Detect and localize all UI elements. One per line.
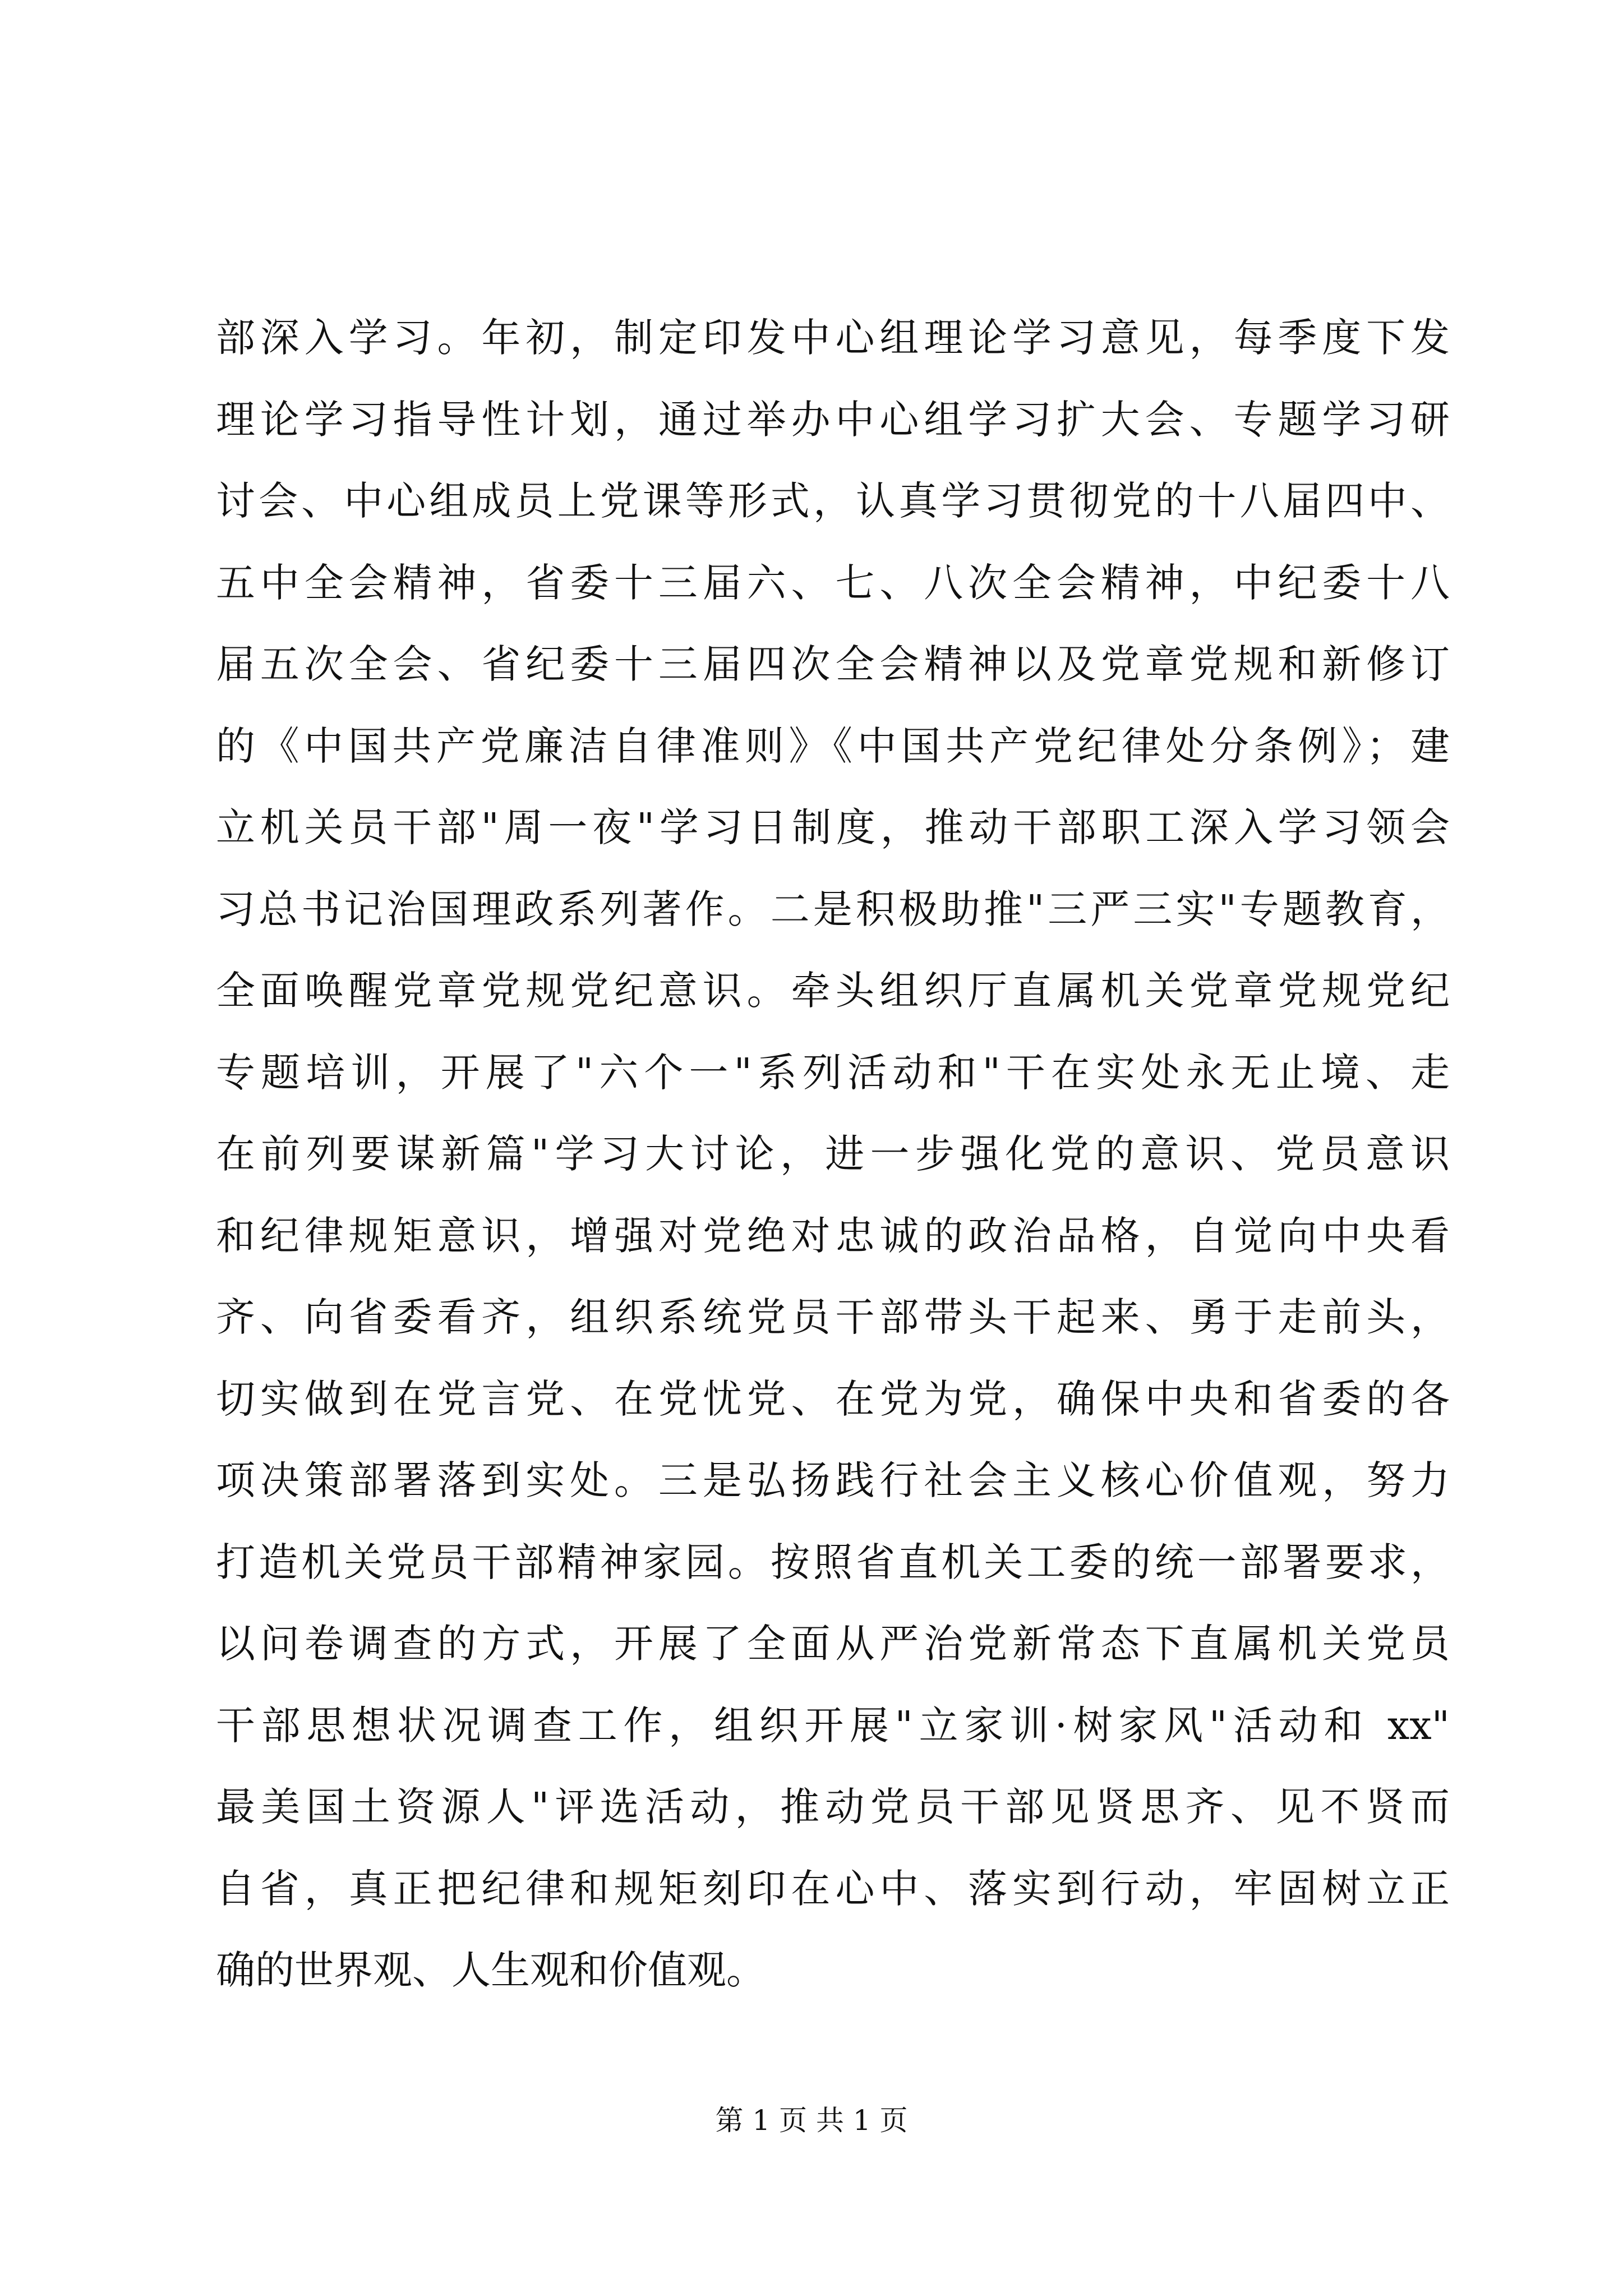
paragraph-line: 理论学习指导性计划，通过举办中心组学习扩大会、专题学习研 <box>216 396 1450 443</box>
page-number-footer: 第 1 页 共 1 页 <box>715 2104 908 2137</box>
paragraph-line: 习总书记治国理政系列著作。二是积极助推"三严三实"专题教育， <box>216 886 1450 932</box>
paragraph-line: 讨会、中心组成员上党课等形式，认真学习贯彻党的十八届四中、 <box>216 478 1450 524</box>
paragraph-line: 全面唤醒党章党规党纪意识。牵头组织厅直属机关党章党规党纪 <box>216 968 1450 1014</box>
paragraph-line: 的《中国共产党廉洁自律准则》《中国共产党纪律处分条例》；建 <box>216 723 1450 769</box>
paragraph-line: 以问卷调查的方式，开展了全面从严治党新常态下直属机关党员 <box>216 1621 1450 1667</box>
paragraph-line: 五中全会精神，省委十三届六、七、八次全会精神，中纪委十八 <box>216 559 1450 606</box>
paragraph-line: 和纪律规矩意识，增强对党绝对忠诚的政治品格，自觉向中央看 <box>216 1212 1450 1259</box>
paragraph-line: 齐、向省委看齐，组织系统党员干部带头干起来、勇于走前头， <box>216 1294 1450 1340</box>
paragraph-line: 最美国土资源人"评选活动，推动党员干部见贤思齐、见不贤而 <box>216 1784 1450 1830</box>
paragraph-line: 自省，真正把纪律和规矩刻印在心中、落实到行动，牢固树立正 <box>216 1865 1450 1912</box>
paragraph-line: 确的世界观、人生观和价值观。 <box>216 1947 766 1993</box>
paragraph-line: 在前列要谋新篇"学习大讨论，进一步强化党的意识、党员意识 <box>216 1131 1450 1177</box>
paragraph-line: 切实做到在党言党、在党忧党、在党为党，确保中央和省委的各 <box>216 1375 1450 1422</box>
paragraph-line: 届五次全会、省纪委十三届四次全会精神以及党章党规和新修订 <box>216 641 1450 687</box>
paragraph-line: 打造机关党员干部精神家园。按照省直机关工委的统一部署要求， <box>216 1539 1450 1585</box>
paragraph-line: 立机关员干部"周一夜"学习日制度，推动干部职工深入学习领会 <box>216 804 1450 850</box>
paragraph-line: 部深入学习。年初，制定印发中心组理论学习意见，每季度下发 <box>216 315 1450 361</box>
paragraph-line: 专题培训，开展了"六个一"系列活动和"干在实处永无止境、走 <box>216 1049 1450 1096</box>
body-paragraph <box>216 297 1450 2012</box>
paragraph-line: 项决策部署落到实处。三是弘扬践行社会主义核心价值观，努力 <box>216 1457 1450 1503</box>
paragraph-line: 干部思想状况调查工作，组织开展"立家训·树家风"活动和 xx" <box>216 1702 1450 1749</box>
